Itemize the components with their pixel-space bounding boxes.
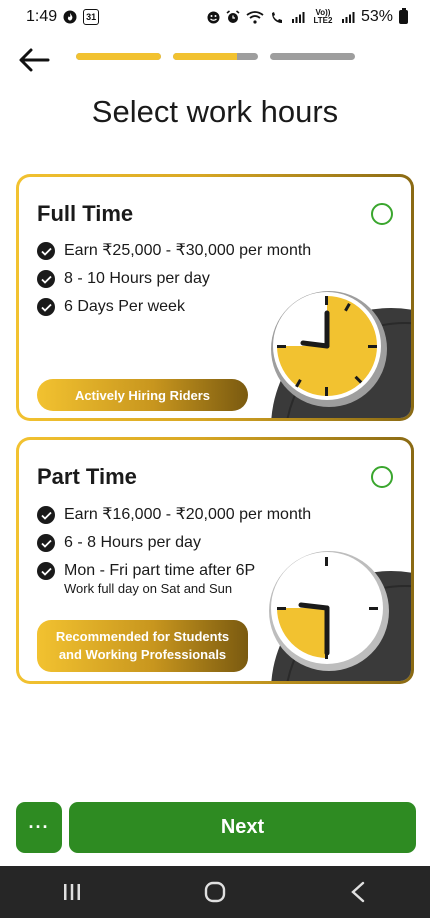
status-right <box>207 8 408 26</box>
feature-subtext: Work full day on Sat and Sun <box>64 581 233 596</box>
page-title: Select work hours <box>91 94 339 129</box>
full-time-card-body[interactable] <box>19 177 411 418</box>
recommended-badge <box>37 620 248 672</box>
part-time-card-body[interactable] <box>19 440 411 681</box>
check-circle-icon <box>37 534 55 552</box>
check-circle-icon <box>37 242 55 260</box>
back-button[interactable] <box>16 44 52 76</box>
recent-apps-button[interactable] <box>42 872 102 912</box>
full-time-radio[interactable] <box>371 203 393 225</box>
progress-segment-3 <box>270 53 355 60</box>
feature-text: 8 - 10 Hours per day <box>64 270 210 287</box>
feature-text: Mon - Fri part time after 6P <box>64 562 256 579</box>
badge-text-line-1: Recommended for Students <box>55 629 230 644</box>
feature-item <box>37 505 311 525</box>
progress-segment-2 <box>173 53 258 60</box>
badge-text: Actively Hiring Riders <box>74 387 211 403</box>
chevron-left-icon <box>350 881 366 903</box>
full-time-card[interactable] <box>16 174 414 421</box>
feature-text: Earn ₹16,000 - ₹20,000 per month <box>64 506 312 523</box>
next-button-label: Next <box>220 816 265 838</box>
system-back-button[interactable] <box>328 872 388 912</box>
progress-segment-1 <box>76 53 161 60</box>
part-time-card[interactable] <box>16 437 414 684</box>
check-circle-icon <box>37 562 55 580</box>
arrow-left-icon <box>18 47 50 73</box>
badge-text-line-2: and Working Professionals <box>58 647 227 662</box>
system-nav-bar <box>0 866 430 918</box>
hiring-badge <box>37 379 248 411</box>
onboarding-progress <box>76 53 355 60</box>
feature-item <box>37 241 311 261</box>
check-circle-icon <box>37 506 55 524</box>
more-options-button[interactable] <box>16 802 62 853</box>
feature-text: 6 - 8 Hours per day <box>64 534 201 551</box>
part-time-radio[interactable] <box>371 466 393 488</box>
status-bar <box>0 0 430 34</box>
feature-text: Earn ₹25,000 - ₹30,000 per month <box>64 242 312 259</box>
status-time: 1:49 <box>26 8 58 25</box>
home-icon <box>204 881 226 903</box>
check-circle-icon <box>37 270 55 288</box>
card-title: Full Time <box>37 201 134 226</box>
feature-text: 6 Days Per week <box>64 298 185 315</box>
alarm-icon <box>226 10 240 24</box>
battery-icon <box>399 10 408 24</box>
call-icon <box>270 11 285 24</box>
battery-percent: 53% <box>360 8 393 25</box>
signal-icon <box>291 11 305 23</box>
wifi-icon <box>246 11 264 24</box>
recent-apps-icon <box>62 882 82 902</box>
check-circle-icon <box>37 298 55 316</box>
feature-text-block <box>64 561 255 596</box>
status-left <box>26 8 99 26</box>
smiley-icon <box>207 11 220 24</box>
calendar-notification-icon: 31 <box>83 9 99 25</box>
feature-item <box>37 561 311 596</box>
volte-label: Vo)) LTE2 <box>313 8 333 25</box>
next-button[interactable] <box>69 802 416 853</box>
clock-illustration <box>251 283 411 418</box>
more-dots-icon: ··· <box>28 817 50 837</box>
card-title: Part Time <box>37 464 137 489</box>
home-button[interactable] <box>185 872 245 912</box>
fire-notification-icon <box>63 10 77 24</box>
signal-icon-2 <box>341 11 355 23</box>
